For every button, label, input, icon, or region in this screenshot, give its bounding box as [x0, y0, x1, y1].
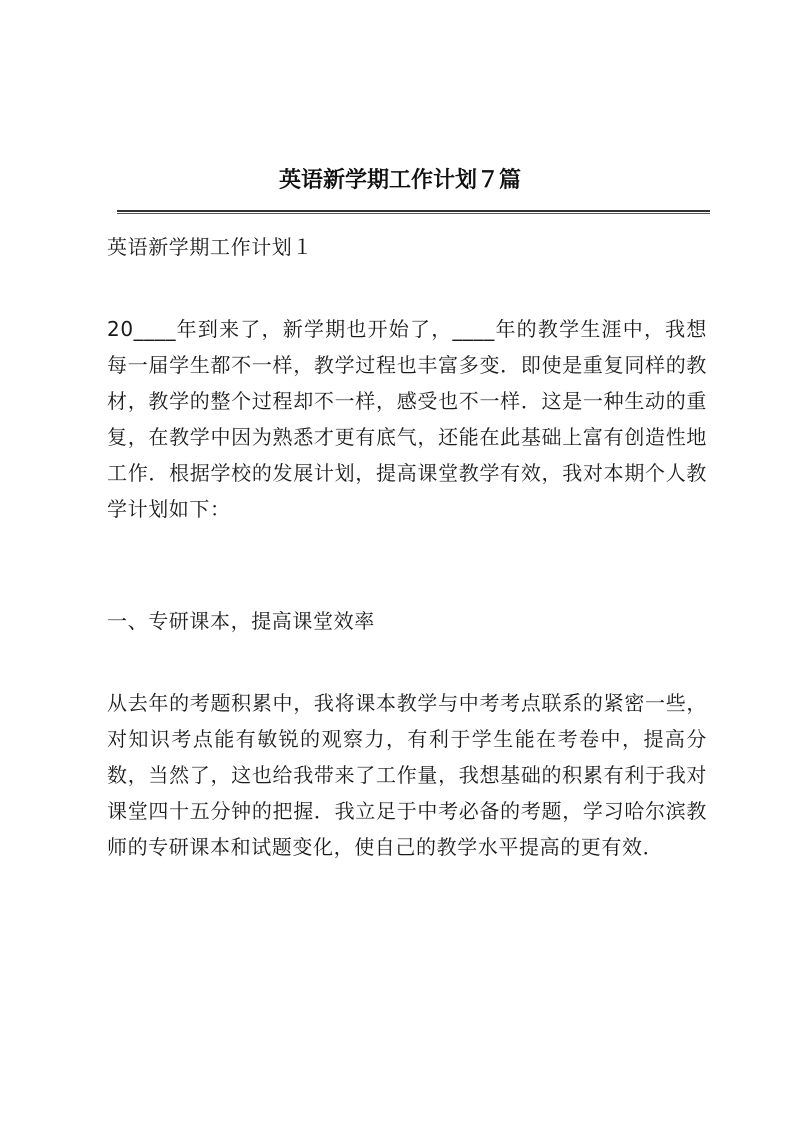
section-paragraph: 从去年的考题积累中，我将课本教学与中考考点联系的紧密一些，对知识考点能有敏锐的观察力，有利于学生能在考卷中，提高分数，当然了，这也给我带来了工作量，我想基础的积累有利于我对课堂四十五分钟的把握．我立足于中考必备的考题，学习哈尔滨教师的专研课本和试题变化，使自己的教学水平提高的更有效．	[107, 691, 707, 859]
title-divider	[117, 210, 710, 214]
document-title: 英语新学期工作计划７篇	[278, 167, 521, 193]
intro-paragraph: 20____年到来了，新学期也开始了，____年的教学生涯中，我想每一届学生都不一样，教学过程也丰富多变．即使是重复同样的教材，教学的整个过程却不一样，感受也不一样．这是一种生动的重复，在教学中因为熟悉才更有底气，还能在此基础上富有创造性地工作．根据学校的发展计划，提高课堂教学有效，我对本期个人教学计划如下：	[107, 317, 707, 521]
section-heading: 一、专研课本，提高课堂效率	[107, 609, 375, 633]
plan-subheading: 英语新学期工作计划１	[107, 235, 313, 259]
